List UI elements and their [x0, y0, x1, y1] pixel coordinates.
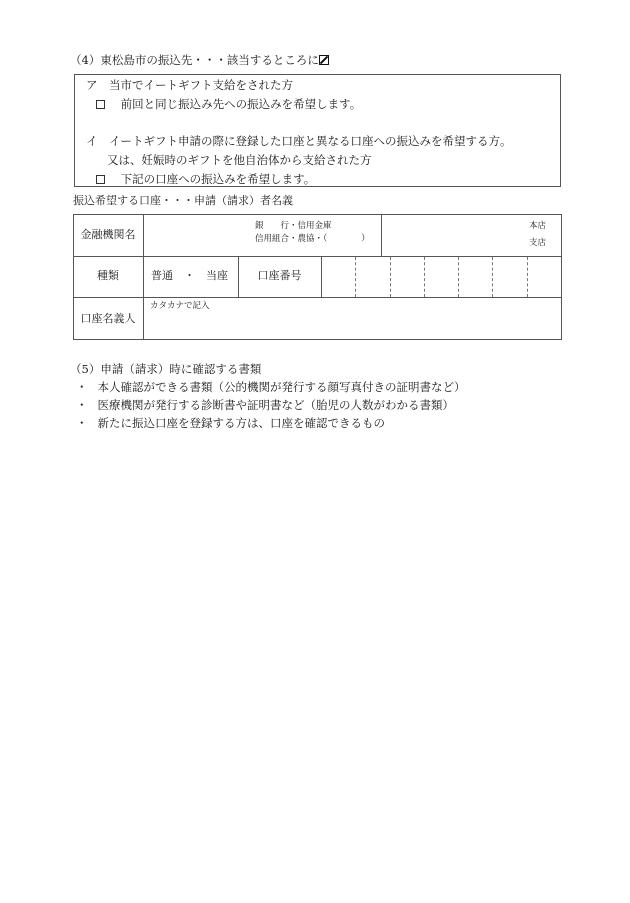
document-item-text: 医療機関が発行する診断書や証明書など（胎児の人数がわかる書類） — [97, 398, 454, 412]
bullet: ・ — [76, 416, 88, 430]
branch-name-input[interactable] — [382, 215, 522, 256]
account-digit-7[interactable] — [528, 257, 561, 297]
option-a-checkbox-label: 前回と同じ振込み先への振込みを希望します。 — [120, 97, 362, 111]
label-account-number: 口座番号 — [257, 269, 302, 282]
branch-main-label: 本店 — [529, 221, 547, 231]
option-a-row[interactable] — [96, 97, 361, 111]
document-item-text: 新たに振込口座を登録する方は、口座を確認できるもの — [97, 416, 385, 430]
section5-heading: （5）申請（請求）時に確認する書類 — [70, 362, 262, 376]
account-caption: 振込希望する口座・・・申請（請求）者名義 — [73, 194, 293, 207]
account-digit-5[interactable] — [459, 257, 492, 297]
document-list-item — [76, 380, 466, 394]
account-digit-3[interactable] — [391, 257, 424, 297]
option-b-row[interactable] — [96, 172, 315, 186]
section4-heading — [70, 53, 329, 67]
account-holder-hint: カタカナで記入 — [150, 301, 210, 311]
document-item-text: 本人確認ができる書類（公的機関が発行する顔写真付きの証明書など） — [97, 380, 466, 394]
option-b-title-line2: 又は、妊娠時のギフトを他自治体から支給された方 — [107, 153, 372, 167]
account-digit-2[interactable] — [356, 257, 389, 297]
checked-box-icon — [319, 55, 329, 65]
bullet: ・ — [76, 380, 88, 394]
label-bank-name: 金融機関名 — [80, 228, 136, 241]
document-list-item — [76, 416, 385, 430]
bank-name-input[interactable] — [144, 215, 381, 256]
bank-types-line1: 銀 行・信用金庫 — [255, 221, 332, 231]
option-a-title: ア 当市でイートギフト支給をされた方 — [86, 78, 293, 92]
account-digit-6[interactable] — [493, 257, 526, 297]
account-digit-1[interactable] — [322, 257, 355, 297]
branch-sub-label: 支店 — [529, 238, 547, 248]
option-b-checkbox[interactable] — [96, 175, 105, 184]
account-holder-input[interactable] — [144, 298, 561, 339]
bank-types-line2: 信用組合・農協・（ ） — [255, 234, 370, 244]
label-account-holder: 口座名義人 — [80, 312, 136, 325]
label-account-type: 種類 — [97, 269, 119, 282]
option-b-title: イ イートギフト申請の際に登録した口座と異なる口座への振込みを希望する方。 — [86, 134, 512, 148]
account-type-options[interactable]: 普通 ・ 当座 — [151, 269, 228, 282]
bullet: ・ — [76, 398, 88, 412]
section4-heading-text: （4）東松島市の振込先・・・該当するところに — [70, 53, 319, 67]
option-b-checkbox-label: 下記の口座への振込みを希望します。 — [120, 172, 316, 186]
option-a-checkbox[interactable] — [96, 100, 105, 109]
document-list-item — [76, 398, 454, 412]
account-digit-4[interactable] — [425, 257, 458, 297]
